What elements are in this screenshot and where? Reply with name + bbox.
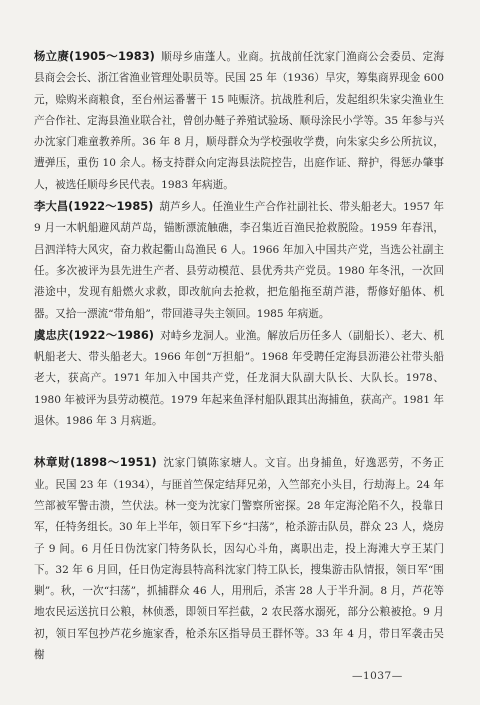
biography-entry-lin-zhangcai <box>34 452 444 666</box>
document-page <box>34 46 444 666</box>
biography-entry-yu-zhongqing <box>34 325 444 432</box>
entry-name: 林章财(1898～1951) <box>34 455 157 470</box>
entry-text: 沈家门镇陈家塘人。文盲。出身捕鱼，好逸恶劳，不务正业。民国 23 年（1934），与匪首竺保定结拜兄弟，入竺部充小头目，行劫海上。24 年竺部被军警击溃，竺伏法。林一变为沈家门警察所密探。28 年定海沦陷不久，投靠日军，任特务组长。30 年上半年，领日军下乡“扫荡”，枪杀游击队员，群众 23 人，烧房子 9 间。6 月任日伪沈家门特务队长，因勾心斗角，离职出走，投上海滩大亨王某门下。32 年 6 月回，任日伪定海县特高科沈家门特工队长，搜集游击队情报，领日军“围剿”。秋，一次“扫荡”，抓捕群众 46 人，用刑后，杀害 28 人于半升洞。8 月，芦花等地农民运送抗日公粮，林侦悉，即领日军拦截，2 农民落水溺死，部分公粮被抢。9 月初，领日军包抄芦花乡施家香，枪杀东区指导员王群怀等。33 年 4 月，带日军袭击吴榭 <box>34 457 445 662</box>
entry-name: 虞忠庆(1922～1986) <box>34 327 154 342</box>
page-number: —1037— <box>352 670 403 682</box>
entry-name: 李大昌(1922～1985) <box>34 199 154 214</box>
entry-name: 杨立赓(1905～1983) <box>34 49 155 63</box>
entry-text: 对峙乡龙洞人。业渔。解放后历任多人（副船长）、老大、机帆船老大、带头船老大。1966 年创“万担船”。1968 年受聘任定海县沥港公社带头船老大，获高产。1971 年加入中国共产党，任龙洞大队副大队长、大队长。1978、1980 年被评为县劳动模范。1979 年起来鱼泽村船队跟其出海捕鱼，获高产。1981 年退休。1986 年 3 月病逝。 <box>34 329 444 428</box>
entry-text: 顺母乡庙蓬人。业商。抗战前任沈家门渔商公会委员、定海县商会会长、浙江省渔业管理处职员等。民国 25 年（1936）旱灾，筹集商界现金 600 元，赊购米商粮食，至台州运番薯干 15 吨赈济。抗战胜利后，发起组织朱家尖渔业生产合作社、定海县渔业联合社，曾创办鲢子养殖试验场、顺母涂民小学等。35 年参与兴办沈家门难童教养所。36 年 8 月，顺母群众为学校强收学费，向朱家尖乡公所抗议，遭弹压，重伤 10 余人。杨支持群众向定海县法院控告，出庭作证、辩护，得惩办肇事人，被选任顺母乡民代表。1983 年病逝。 <box>34 51 444 191</box>
entry-text: 葫芦乡人。任渔业生产合作社副社长、带头船老大。1957 年 9 月一木帆船避风葫芦岛，锚断漂流触礁，李召集近百渔民抢救脱险。1959 年春汛，吕泗洋特大风灾，奋力救起衢山岛渔民 6 人。1966 年加入中国共产党，当选公社副主任。多次被评为县先进生产者、县劳动模范、县优秀共产党员。1980 年冬汛，一次回港途中，发现有船燃火求救，即改航向去抢救，把危船拖至葫芦港，帮修好船体、机器。又拾一漂流“带角船”，带回港寻失主领回。1985 年病逝。 <box>34 201 444 320</box>
biography-entry-li-dachang <box>34 196 444 325</box>
biography-entry-yang-ligeng <box>34 46 444 196</box>
